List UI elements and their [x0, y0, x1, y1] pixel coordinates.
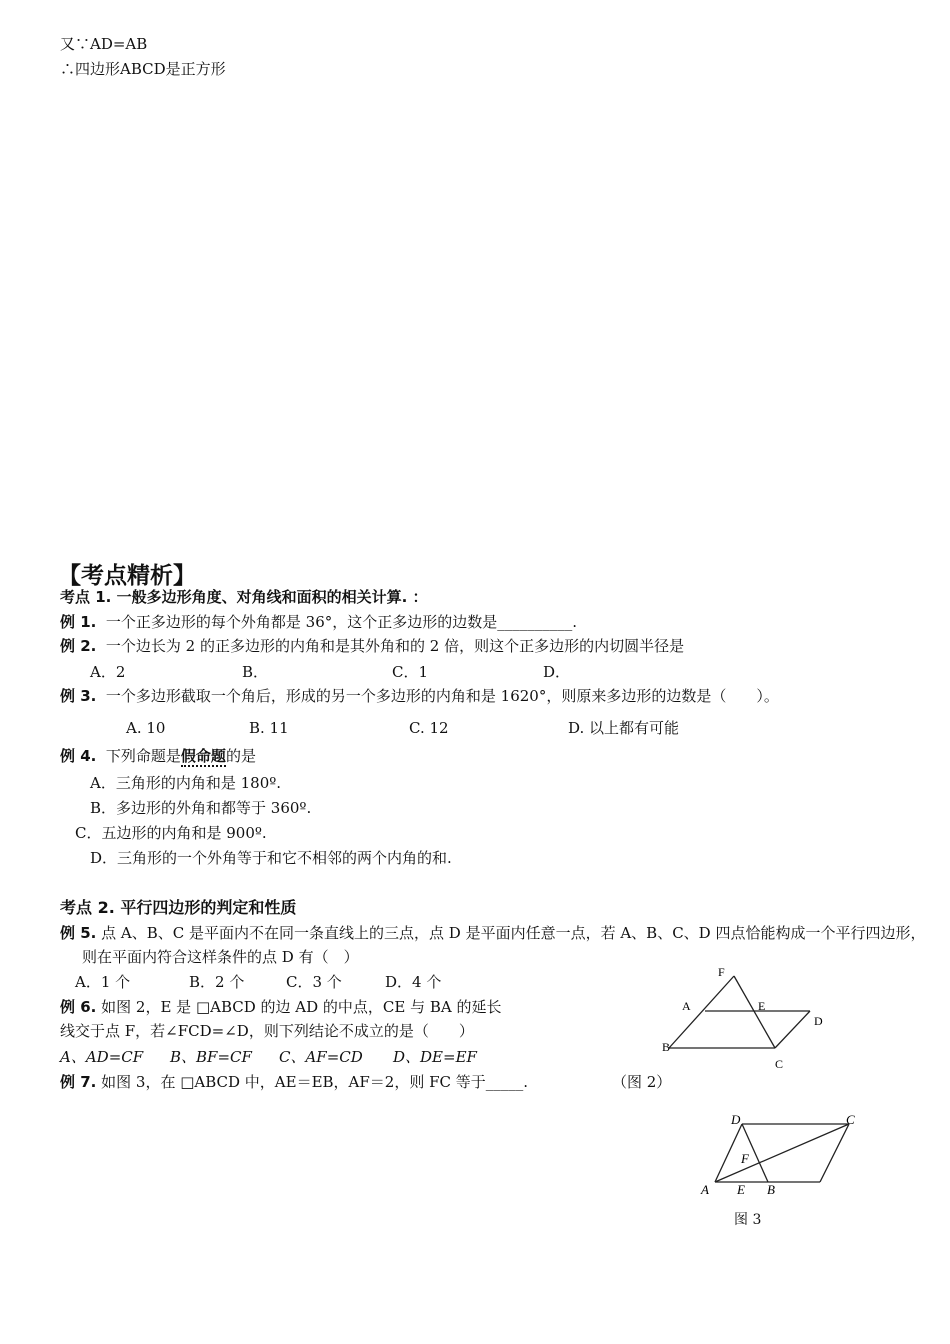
example-6-text-2: 线交于点 F，若∠FCD=∠D，则下列结论不成立的是（ ） — [60, 1022, 474, 1040]
example-2-text: 一个边长为 2 的正多边形的内角和是其外角和的 2 倍，则这个正多边形的内切圆半径是 — [105, 637, 685, 655]
example-5-text-2: 则在平面内符合这样条件的点 D 有（ ） — [82, 948, 359, 966]
example-7-label: 例 7. — [60, 1073, 97, 1091]
ex2-option-c: C．1 — [392, 663, 429, 681]
fig3-side-ad — [715, 1124, 742, 1182]
fig2-label-e: E — [758, 999, 766, 1013]
ex3-option-c: C. 12 — [409, 719, 449, 737]
fig3-diagonal-ac — [715, 1124, 849, 1182]
figure-2 — [650, 962, 830, 1077]
example-5 — [60, 923, 925, 943]
figure-3 — [690, 1105, 870, 1205]
ex3-option-a: A. 10 — [126, 719, 166, 737]
kp2-title: 考点 2. 平行四边形的判定和性质 — [60, 898, 297, 917]
ex4-option-b: B．多边形的外角和都等于 360º. — [90, 799, 312, 817]
ex6-option-a: A、AD=CF — [60, 1048, 144, 1066]
example-4-text-pre: 下列命题是 — [105, 747, 181, 765]
fig2-label-a: A — [682, 999, 691, 1013]
example-2 — [60, 636, 684, 656]
ex5-option-b: B．2 个 — [189, 973, 245, 991]
ex2-option-a: A．2 — [90, 663, 126, 681]
example-7 — [60, 1072, 528, 1092]
fig3-label-e: E — [737, 1182, 745, 1197]
example-5-text: 点 A、B、C 是平面内不在同一条直线上的三点，点 D 是平面内任意一点，若 A、B、C、D 四点恰能构成一个平行四边形， — [101, 924, 926, 942]
example-4-label: 例 4. — [60, 747, 97, 765]
ex2-option-d: D． — [543, 663, 571, 681]
fig2-label-b: B — [662, 1040, 671, 1054]
example-6 — [60, 997, 502, 1017]
fig3-label-f: F — [741, 1151, 749, 1166]
example-2-label: 例 2. — [60, 637, 97, 655]
example-1 — [60, 612, 577, 632]
ex6-option-b: B、BF=CF — [170, 1048, 252, 1066]
example-1-label: 例 1. — [60, 613, 97, 631]
example-1-text: 一个正多边形的每个外角都是 36°，这个正多边形的边数是__________. — [105, 613, 578, 631]
fig2-label-d: D — [814, 1014, 823, 1028]
kp1-title: 考点 1. 一般多边形角度、对角线和面积的相关计算. ： — [60, 588, 428, 606]
example-4-emphasis: 假命题 — [180, 747, 226, 765]
fig3-label-d: D — [731, 1112, 741, 1127]
ex4-option-a: A．三角形的内角和是 180º. — [90, 774, 282, 792]
figure-3-caption: 图 3 — [734, 1212, 762, 1228]
ex3-option-b: B. 11 — [249, 719, 289, 737]
proof-line-1: 又∵AD=AB — [60, 35, 148, 53]
ex5-option-c: C．3 个 — [286, 973, 342, 991]
example-5-label: 例 5. — [60, 924, 97, 942]
fig3-side-cb — [820, 1124, 849, 1182]
ex3-option-d: D. 以上都有可能 — [568, 719, 680, 737]
fig3-label-b: B — [767, 1182, 775, 1197]
ex2-option-b: B． — [242, 663, 269, 681]
example-4 — [60, 746, 256, 766]
fig3-label-c: C — [846, 1112, 855, 1127]
fig2-side-dc — [775, 1011, 810, 1048]
ex5-option-a: A．1 个 — [75, 973, 131, 991]
example-7-text: 如图 3，在 □ABCD 中，AE＝EB，AF＝2，则 FC 等于_____. — [101, 1073, 529, 1091]
figure-2-caption: （图 2） — [612, 1073, 672, 1091]
example-4-text-post: 的是 — [225, 747, 256, 765]
fig2-line-fc — [734, 976, 775, 1048]
fig2-label-f: F — [718, 965, 725, 979]
example-3-label: 例 3. — [60, 687, 97, 705]
fig2-line-bf — [669, 976, 734, 1048]
example-3-text: 一个多边形截取一个角后，形成的另一个多边形的内角和是 1620°，则原来多边形的边数是（ ）。 — [105, 687, 779, 705]
fig2-label-c: C — [775, 1057, 784, 1071]
ex4-option-d: D．三角形的一个外角等于和它不相邻的两个内角的和. — [90, 849, 452, 867]
ex4-option-c: C．五边形的内角和是 900º. — [75, 824, 267, 842]
example-6-label: 例 6. — [60, 998, 97, 1016]
proof-line-2: ∴四边形ABCD是正方形 — [60, 60, 226, 78]
ex6-option-c: C、AF=CD — [279, 1048, 363, 1066]
ex6-option-d: D、DE=EF — [393, 1048, 477, 1066]
section-heading: 【考点精析】 — [58, 563, 196, 589]
fig3-label-a: A — [701, 1182, 709, 1197]
example-3 — [60, 686, 779, 706]
ex5-option-d: D．4 个 — [385, 973, 442, 991]
example-6-text: 如图 2，E 是 □ABCD 的边 AD 的中点，CE 与 BA 的延长 — [101, 998, 502, 1016]
